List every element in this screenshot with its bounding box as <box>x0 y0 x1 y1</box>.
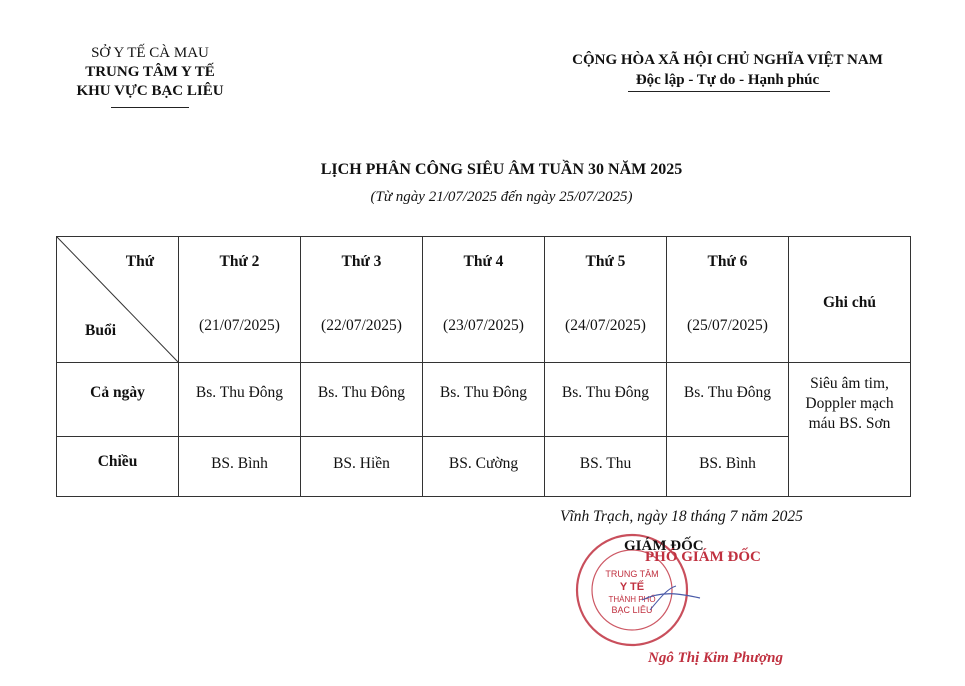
doctor-name: BS. Bình <box>211 455 268 472</box>
day-name: Thứ 2 <box>219 253 260 270</box>
corner-shift-label: Buổi <box>85 322 117 339</box>
doctor-name: BS. Bình <box>699 455 756 472</box>
national-motto: Độc lập - Tự do - Hạnh phúc <box>635 72 820 88</box>
shift-cell <box>57 363 179 437</box>
schedule-table <box>56 236 911 497</box>
day-date: (23/07/2025) <box>443 317 524 334</box>
table-row <box>57 363 911 437</box>
doctor-name: BS. Thu <box>579 455 632 472</box>
note-header-label: Ghi chú <box>823 294 876 311</box>
agency-header <box>40 44 260 101</box>
note-cell <box>789 363 911 497</box>
shift-cell <box>57 437 179 497</box>
doctor-cell <box>545 437 667 497</box>
signer-role-deputy: PHÓ GIÁM ĐỐC <box>645 549 761 565</box>
agency-line-2: TRUNG TÂM Y TẾ <box>85 64 215 80</box>
doctor-name: BS. Hiền <box>333 455 390 472</box>
corner-cell <box>57 237 179 363</box>
note-line-3: máu BS. Sơn <box>808 415 891 432</box>
doctor-cell <box>179 437 301 497</box>
place-date: Vĩnh Trạch, ngày 18 tháng 7 năm 2025 <box>560 508 803 525</box>
agency-line-3: KHU VỰC BẠC LIÊU <box>76 83 224 99</box>
day-date: (25/07/2025) <box>687 317 768 334</box>
signer-name: Ngô Thị Kim Phượng <box>648 650 783 666</box>
doctor-name: Bs. Thu Đông <box>561 384 650 401</box>
table-row <box>57 437 911 497</box>
agency-line-1: SỞ Y TẾ CÀ MAU <box>91 45 209 61</box>
day-name: Thứ 6 <box>707 253 748 270</box>
doctor-cell <box>667 437 789 497</box>
doctor-cell <box>423 437 545 497</box>
note-header <box>789 237 911 363</box>
day-header <box>301 237 423 363</box>
day-date: (24/07/2025) <box>565 317 646 334</box>
doctor-name: Bs. Thu Đông <box>317 384 406 401</box>
table-header-row <box>57 237 911 363</box>
doctor-cell <box>301 363 423 437</box>
doctor-cell <box>301 437 423 497</box>
day-name: Thứ 4 <box>463 253 504 270</box>
doctor-cell <box>423 363 545 437</box>
stamp-line-1: TRUNG TÂM <box>605 569 659 579</box>
stamp-line-3: THÀNH PHỐ <box>608 595 656 604</box>
shift-label: Chiều <box>97 453 138 470</box>
day-date: (21/07/2025) <box>199 317 280 334</box>
note-line-2: Doppler mạch <box>805 395 894 412</box>
agency-underline <box>111 107 189 108</box>
day-name: Thứ 5 <box>585 253 626 270</box>
doctor-cell <box>545 363 667 437</box>
doctor-name: Bs. Thu Đông <box>683 384 772 401</box>
corner-day-label: Thứ <box>125 253 154 270</box>
signer-role: GIÁM ĐỐC <box>624 538 704 554</box>
doctor-name: BS. Cường <box>448 455 519 472</box>
note-line-1: Siêu âm tim, <box>810 375 889 392</box>
doctor-name: Bs. Thu Đông <box>439 384 528 401</box>
stamp-line-4: BẠC LIÊU <box>611 605 653 615</box>
day-header <box>423 237 545 363</box>
day-date: (22/07/2025) <box>321 317 402 334</box>
document-title: LỊCH PHÂN CÔNG SIÊU ÂM TUẦN 30 NĂM 2025 <box>320 161 683 178</box>
shift-label: Cả ngày <box>90 384 145 401</box>
stamp-line-2: Y TẾ <box>619 581 645 593</box>
corner-diagonal <box>57 237 178 362</box>
day-header <box>667 237 789 363</box>
document-subtitle: (Từ ngày 21/07/2025 đến ngày 25/07/2025) <box>370 189 633 205</box>
day-header <box>545 237 667 363</box>
doctor-name: Bs. Thu Đông <box>195 384 284 401</box>
national-title: CỘNG HÒA XÃ HỘI CHỦ NGHĨA VIỆT NAM <box>572 52 883 68</box>
national-header <box>540 50 915 90</box>
day-name: Thứ 3 <box>341 253 382 270</box>
day-header <box>179 237 301 363</box>
doctor-cell <box>667 363 789 437</box>
doctor-cell <box>179 363 301 437</box>
motto-underline <box>628 91 830 92</box>
